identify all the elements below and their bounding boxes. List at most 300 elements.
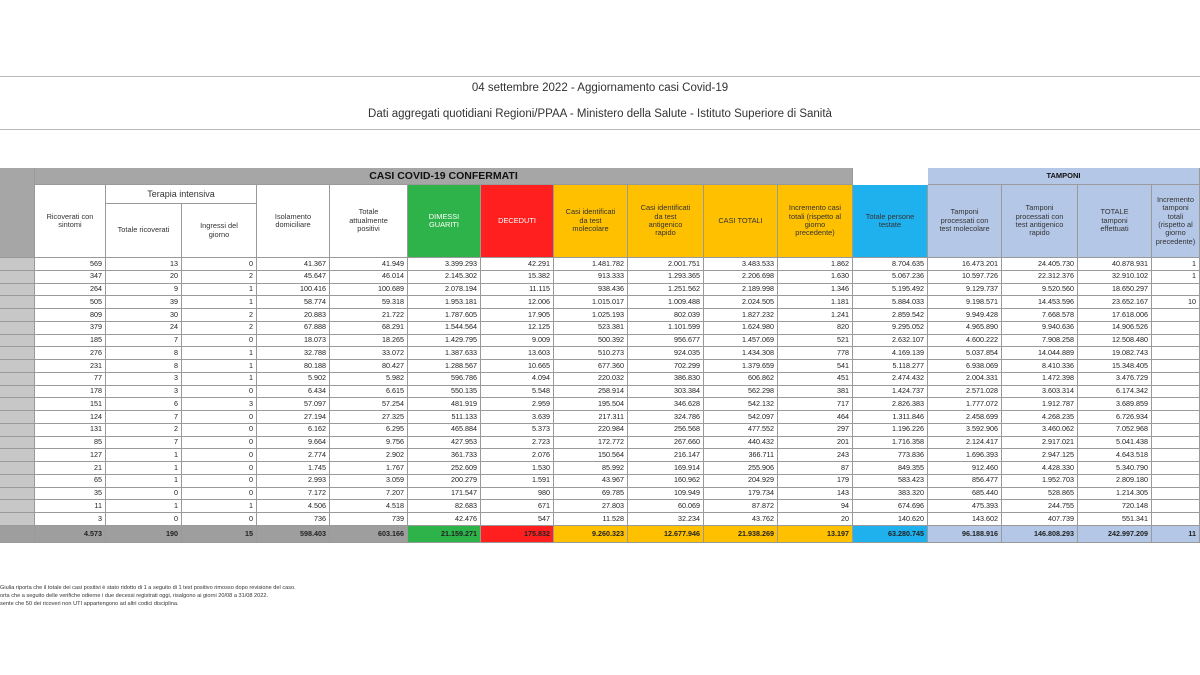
- column-header: Totale attualmente positivi: [330, 185, 408, 258]
- table-cell: 551.341: [1078, 513, 1152, 526]
- table-cell: 77: [35, 373, 106, 386]
- table-cell: 30: [106, 309, 182, 322]
- table-cell: 10.597.726: [928, 271, 1002, 284]
- table-cell: 231: [35, 360, 106, 373]
- total-cell: 63.280.745: [853, 526, 928, 543]
- region-cell: [0, 322, 35, 335]
- column-header: Tamponi processati con test molecolare: [928, 185, 1002, 258]
- table-cell: 15.382: [481, 271, 554, 284]
- table-cell: 11: [35, 500, 106, 513]
- table-cell: 80.427: [330, 360, 408, 373]
- table-cell: 20: [778, 513, 853, 526]
- table-cell: 6.938.069: [928, 360, 1002, 373]
- total-cell: 242.997.209: [1078, 526, 1152, 543]
- table-cell: 2.474.432: [853, 373, 928, 386]
- table-cell: [1152, 309, 1200, 322]
- table-cell: 1.241: [778, 309, 853, 322]
- table-cell: 4.518: [330, 500, 408, 513]
- table-cell: 5.041.438: [1078, 437, 1152, 450]
- table-cell: 511.133: [408, 411, 481, 424]
- table-cell: 0: [182, 411, 257, 424]
- region-cell: [0, 373, 35, 386]
- table-cell: 220.984: [554, 424, 628, 437]
- total-cell: 21.159.271: [408, 526, 481, 543]
- table-cell: 94: [778, 500, 853, 513]
- region-cell: [0, 296, 35, 309]
- table-cell: 1.387.633: [408, 347, 481, 360]
- table-cell: 347: [35, 271, 106, 284]
- table-cell: 171.547: [408, 488, 481, 501]
- table-cell: 2.917.021: [1002, 437, 1078, 450]
- table-cell: 1.827.232: [704, 309, 778, 322]
- table-cell: 27.325: [330, 411, 408, 424]
- table-cell: [1152, 386, 1200, 399]
- table-cell: 3.399.293: [408, 258, 481, 271]
- table-cell: 5.373: [481, 424, 554, 437]
- table-cell: 201: [778, 437, 853, 450]
- table-cell: 569: [35, 258, 106, 271]
- table-cell: 3: [35, 513, 106, 526]
- column-header: CASI TOTALI: [704, 185, 778, 258]
- table-cell: 1.293.365: [628, 271, 704, 284]
- table-cell: 1.457.069: [704, 335, 778, 348]
- table-cell: 8.410.336: [1002, 360, 1078, 373]
- table-cell: 3.483.533: [704, 258, 778, 271]
- table-cell: 2.902: [330, 449, 408, 462]
- table-cell: 43.967: [554, 475, 628, 488]
- table-cell: 244.755: [1002, 500, 1078, 513]
- table-cell: 68.291: [330, 322, 408, 335]
- table-cell: 1.379.659: [704, 360, 778, 373]
- table-cell: 583.423: [853, 475, 928, 488]
- table-cell: 6.434: [257, 386, 330, 399]
- table-cell: 1.434.308: [704, 347, 778, 360]
- table-cell: 1.544.564: [408, 322, 481, 335]
- table-cell: 8.704.635: [853, 258, 928, 271]
- table-cell: 562.298: [704, 386, 778, 399]
- table-cell: 717: [778, 398, 853, 411]
- region-cell: [0, 360, 35, 373]
- table-cell: 200.279: [408, 475, 481, 488]
- table-cell: 179: [778, 475, 853, 488]
- table-cell: 0: [182, 475, 257, 488]
- table-cell: 2: [182, 271, 257, 284]
- table-cell: 500.392: [554, 335, 628, 348]
- table-cell: 528.865: [1002, 488, 1078, 501]
- table-cell: 677.360: [554, 360, 628, 373]
- table-cell: 217.311: [554, 411, 628, 424]
- table-cell: 5.884.033: [853, 296, 928, 309]
- table-cell: 151: [35, 398, 106, 411]
- table-cell: 22.312.376: [1002, 271, 1078, 284]
- table-cell: 1: [182, 360, 257, 373]
- table-cell: 912.460: [928, 462, 1002, 475]
- table-cell: 6.615: [330, 386, 408, 399]
- table-cell: 0: [106, 513, 182, 526]
- region-cell: [0, 347, 35, 360]
- region-cell: [0, 475, 35, 488]
- column-header: Isolamento domiciliare: [257, 185, 330, 258]
- region-cell: [0, 437, 35, 450]
- terapia-group-header: Terapia intensiva: [106, 185, 257, 204]
- table-cell: 2: [182, 309, 257, 322]
- table-cell: 0: [182, 513, 257, 526]
- table-cell: 386.830: [628, 373, 704, 386]
- table-cell: 5.195.492: [853, 284, 928, 297]
- table-cell: [1152, 449, 1200, 462]
- table-cell: 82.683: [408, 500, 481, 513]
- table-cell: 7: [106, 411, 182, 424]
- table-cell: 809: [35, 309, 106, 322]
- total-cell: 190: [106, 526, 182, 543]
- table-cell: 7.908.258: [1002, 335, 1078, 348]
- table-cell: 1.912.787: [1002, 398, 1078, 411]
- table-cell: 6.162: [257, 424, 330, 437]
- table-cell: 2.078.194: [408, 284, 481, 297]
- table-cell: 1.777.072: [928, 398, 1002, 411]
- table-cell: [1152, 347, 1200, 360]
- table-cell: 361.733: [408, 449, 481, 462]
- table-cell: 0: [182, 488, 257, 501]
- table-cell: 7.668.578: [1002, 309, 1078, 322]
- table-cell: [1152, 513, 1200, 526]
- table-cell: 17.618.006: [1078, 309, 1152, 322]
- table-cell: 58.774: [257, 296, 330, 309]
- table-cell: 15.348.405: [1078, 360, 1152, 373]
- table-cell: 24: [106, 322, 182, 335]
- table-cell: 1: [106, 500, 182, 513]
- table-cell: 5.548: [481, 386, 554, 399]
- table-cell: 41.367: [257, 258, 330, 271]
- table-cell: [1152, 322, 1200, 335]
- table-cell: 9.940.636: [1002, 322, 1078, 335]
- table-cell: 2.993: [257, 475, 330, 488]
- region-cell: [0, 411, 35, 424]
- table-cell: 6.174.342: [1078, 386, 1152, 399]
- table-cell: 9: [106, 284, 182, 297]
- table-cell: 8: [106, 360, 182, 373]
- total-cell: 598.403: [257, 526, 330, 543]
- region-cell: [0, 500, 35, 513]
- table-cell: 13: [106, 258, 182, 271]
- table-cell: 980: [481, 488, 554, 501]
- table-cell: 2.076: [481, 449, 554, 462]
- table-cell: 14.453.596: [1002, 296, 1078, 309]
- table-cell: 85: [35, 437, 106, 450]
- table-cell: 41.949: [330, 258, 408, 271]
- table-cell: 60.069: [628, 500, 704, 513]
- table-cell: 3.592.906: [928, 424, 1002, 437]
- table-cell: 32.234: [628, 513, 704, 526]
- region-total-cell: [0, 526, 35, 543]
- table-cell: 2.571.028: [928, 386, 1002, 399]
- table-cell: 1.424.737: [853, 386, 928, 399]
- table-cell: 100.689: [330, 284, 408, 297]
- table-cell: 4.600.222: [928, 335, 1002, 348]
- table-cell: 440.432: [704, 437, 778, 450]
- table-cell: 7.207: [330, 488, 408, 501]
- region-cell: [0, 513, 35, 526]
- table-cell: 140.620: [853, 513, 928, 526]
- table-cell: 820: [778, 322, 853, 335]
- table-cell: 1.251.562: [628, 284, 704, 297]
- table-cell: 264: [35, 284, 106, 297]
- table-cell: 2.001.751: [628, 258, 704, 271]
- table-cell: 258.914: [554, 386, 628, 399]
- report-subtitle: Dati aggregati quotidiani Regioni/PPAA - Ministero della Salute - Istituto Superiore di Sanità: [368, 108, 832, 120]
- column-header: DECEDUTI: [481, 185, 554, 258]
- table-cell: 243: [778, 449, 853, 462]
- table-cell: 924.035: [628, 347, 704, 360]
- table-cell: 938.436: [554, 284, 628, 297]
- table-cell: 42.291: [481, 258, 554, 271]
- table-cell: 2: [106, 424, 182, 437]
- table-cell: 3.603.314: [1002, 386, 1078, 399]
- table-cell: 12.006: [481, 296, 554, 309]
- region-cell: [0, 309, 35, 322]
- column-header: Incremento casi totali (rispetto al giorno precedente): [778, 185, 853, 258]
- table-cell: 1: [182, 347, 257, 360]
- table-cell: 9.129.737: [928, 284, 1002, 297]
- table-cell: 127: [35, 449, 106, 462]
- table-cell: 3: [106, 386, 182, 399]
- table-cell: 773.836: [853, 449, 928, 462]
- table-cell: 2: [182, 322, 257, 335]
- table-cell: 465.884: [408, 424, 481, 437]
- table-cell: 57.097: [257, 398, 330, 411]
- table-cell: 33.072: [330, 347, 408, 360]
- table-cell: 2.859.542: [853, 309, 928, 322]
- table-cell: 109.949: [628, 488, 704, 501]
- table-cell: 1.481.782: [554, 258, 628, 271]
- table-cell: 169.914: [628, 462, 704, 475]
- table-cell: 383.320: [853, 488, 928, 501]
- table-cell: 523.381: [554, 322, 628, 335]
- table-cell: 674.696: [853, 500, 928, 513]
- table-cell: 379: [35, 322, 106, 335]
- region-cell: [0, 462, 35, 475]
- table-cell: 1.696.393: [928, 449, 1002, 462]
- total-cell: 12.677.946: [628, 526, 704, 543]
- table-cell: 220.032: [554, 373, 628, 386]
- footnote-3: sente che 50 dei ricoveri non UTI appartengono ad altri codici disciplina.: [0, 601, 179, 607]
- column-header: Totale persone testate: [853, 185, 928, 258]
- footnote-1: Giulia riporta che il totale dei casi positivi è stato ridotto di 1 a seguito di 1 test positivo rimosso dopo revisione del caso.: [0, 585, 296, 591]
- table-cell: 67.888: [257, 322, 330, 335]
- table-cell: 542.132: [704, 398, 778, 411]
- table-cell: 5.982: [330, 373, 408, 386]
- table-cell: 736: [257, 513, 330, 526]
- table-cell: 1.429.795: [408, 335, 481, 348]
- table-cell: 1.530: [481, 462, 554, 475]
- table-cell: 477.552: [704, 424, 778, 437]
- table-cell: [1152, 335, 1200, 348]
- table-cell: 39: [106, 296, 182, 309]
- table-cell: 685.440: [928, 488, 1002, 501]
- table-cell: 3.460.062: [1002, 424, 1078, 437]
- table-cell: 1.181: [778, 296, 853, 309]
- table-cell: 255.906: [704, 462, 778, 475]
- table-cell: 510.273: [554, 347, 628, 360]
- table-cell: 7.052.968: [1078, 424, 1152, 437]
- table-cell: 18.650.297: [1078, 284, 1152, 297]
- table-cell: 1.472.398: [1002, 373, 1078, 386]
- table-cell: 11.115: [481, 284, 554, 297]
- table-cell: 16.473.201: [928, 258, 1002, 271]
- table-cell: 1.953.181: [408, 296, 481, 309]
- total-cell: 146.808.293: [1002, 526, 1078, 543]
- table-cell: 1: [1152, 258, 1200, 271]
- table-cell: 9.949.428: [928, 309, 1002, 322]
- table-cell: 12.508.480: [1078, 335, 1152, 348]
- total-cell: 9.260.323: [554, 526, 628, 543]
- total-cell: 96.188.916: [928, 526, 1002, 543]
- table-cell: 150.564: [554, 449, 628, 462]
- table-cell: 276: [35, 347, 106, 360]
- total-cell: 4.573: [35, 526, 106, 543]
- table-cell: 1: [106, 449, 182, 462]
- table-cell: 0: [182, 424, 257, 437]
- table-cell: 2.809.180: [1078, 475, 1152, 488]
- table-cell: 2.458.699: [928, 411, 1002, 424]
- table-cell: 17.905: [481, 309, 554, 322]
- table-cell: 702.299: [628, 360, 704, 373]
- casi-group-header: CASI COVID-19 CONFERMATI: [35, 168, 853, 185]
- column-header: Ricoverati con sintomi: [35, 185, 106, 258]
- table-cell: 739: [330, 513, 408, 526]
- covid-data-table: [0, 168, 1200, 547]
- table-cell: 3: [182, 398, 257, 411]
- table-cell: 1.952.703: [1002, 475, 1078, 488]
- table-cell: 427.953: [408, 437, 481, 450]
- region-header-blank: [0, 168, 35, 258]
- table-cell: [1152, 424, 1200, 437]
- table-cell: 18.073: [257, 335, 330, 348]
- table-cell: 5.067.236: [853, 271, 928, 284]
- table-cell: 596.786: [408, 373, 481, 386]
- total-cell: 15: [182, 526, 257, 543]
- table-cell: 407.739: [1002, 513, 1078, 526]
- table-cell: 1: [182, 296, 257, 309]
- table-cell: 4.094: [481, 373, 554, 386]
- table-cell: 87.872: [704, 500, 778, 513]
- table-cell: 2.774: [257, 449, 330, 462]
- table-cell: 69.785: [554, 488, 628, 501]
- table-cell: 4.506: [257, 500, 330, 513]
- table-cell: 2.959: [481, 398, 554, 411]
- table-cell: 160.962: [628, 475, 704, 488]
- table-cell: 3.476.729: [1078, 373, 1152, 386]
- table-cell: 10.665: [481, 360, 554, 373]
- table-cell: 267.660: [628, 437, 704, 450]
- table-cell: 720.148: [1078, 500, 1152, 513]
- table-cell: 57.254: [330, 398, 408, 411]
- table-cell: 4.428.330: [1002, 462, 1078, 475]
- table-cell: 80.188: [257, 360, 330, 373]
- table-cell: 43.762: [704, 513, 778, 526]
- table-cell: 1.311.846: [853, 411, 928, 424]
- table-cell: 5.037.854: [928, 347, 1002, 360]
- table-cell: 7: [106, 437, 182, 450]
- table-cell: 35: [35, 488, 106, 501]
- table-cell: 1.015.017: [554, 296, 628, 309]
- table-cell: [1152, 360, 1200, 373]
- table-cell: 346.628: [628, 398, 704, 411]
- report-header: [0, 76, 1200, 130]
- table-cell: 4.268.235: [1002, 411, 1078, 424]
- table-cell: [1152, 398, 1200, 411]
- table-cell: 3.059: [330, 475, 408, 488]
- table-cell: [1152, 437, 1200, 450]
- table-cell: 124: [35, 411, 106, 424]
- table-cell: 0: [182, 462, 257, 475]
- table-cell: 18.265: [330, 335, 408, 348]
- table-cell: 13.603: [481, 347, 554, 360]
- table-cell: 46.014: [330, 271, 408, 284]
- region-cell: [0, 424, 35, 437]
- table-cell: 547: [481, 513, 554, 526]
- table-cell: 42.476: [408, 513, 481, 526]
- table-cell: 20.883: [257, 309, 330, 322]
- table-cell: 366.711: [704, 449, 778, 462]
- table-cell: 195.504: [554, 398, 628, 411]
- table-cell: 481.919: [408, 398, 481, 411]
- column-header: DIMESSI GUARITI: [408, 185, 481, 258]
- table-cell: 216.147: [628, 449, 704, 462]
- table-cell: 1.101.599: [628, 322, 704, 335]
- table-cell: 1.767: [330, 462, 408, 475]
- table-cell: 5.340.790: [1078, 462, 1152, 475]
- table-cell: 1.214.305: [1078, 488, 1152, 501]
- table-cell: 2.024.505: [704, 296, 778, 309]
- table-cell: 2.124.417: [928, 437, 1002, 450]
- table-cell: 131: [35, 424, 106, 437]
- table-cell: 2.206.698: [704, 271, 778, 284]
- total-cell: 13.197: [778, 526, 853, 543]
- total-cell: 603.166: [330, 526, 408, 543]
- footnote-2: orta che a seguito delle verifiche odierne i due decessi registrati oggi, risalgono ai giorni 20/08 a 31/08 2022.: [0, 593, 269, 599]
- table-cell: 2.632.107: [853, 335, 928, 348]
- table-cell: 856.477: [928, 475, 1002, 488]
- table-cell: 6: [106, 398, 182, 411]
- table-cell: 21: [35, 462, 106, 475]
- table-cell: 1.288.567: [408, 360, 481, 373]
- column-header: Casi identificati da test molecolare: [554, 185, 628, 258]
- table-cell: 303.384: [628, 386, 704, 399]
- tamponi-group-header: TAMPONI: [928, 168, 1200, 185]
- table-cell: 3.639: [481, 411, 554, 424]
- table-cell: 40.878.931: [1078, 258, 1152, 271]
- table-cell: 381: [778, 386, 853, 399]
- table-cell: 7: [106, 335, 182, 348]
- table-cell: 0: [182, 335, 257, 348]
- table-cell: 87: [778, 462, 853, 475]
- table-cell: 0: [182, 437, 257, 450]
- table-cell: 671: [481, 500, 554, 513]
- table-cell: 185: [35, 335, 106, 348]
- table-cell: 778: [778, 347, 853, 360]
- table-cell: [1152, 411, 1200, 424]
- table-cell: 1.009.488: [628, 296, 704, 309]
- table-cell: 179.734: [704, 488, 778, 501]
- table-cell: [1152, 462, 1200, 475]
- table-cell: 464: [778, 411, 853, 424]
- table-cell: 1.716.358: [853, 437, 928, 450]
- table-cell: [1152, 373, 1200, 386]
- table-cell: 1: [182, 500, 257, 513]
- table-cell: 2.145.302: [408, 271, 481, 284]
- table-cell: 2.189.998: [704, 284, 778, 297]
